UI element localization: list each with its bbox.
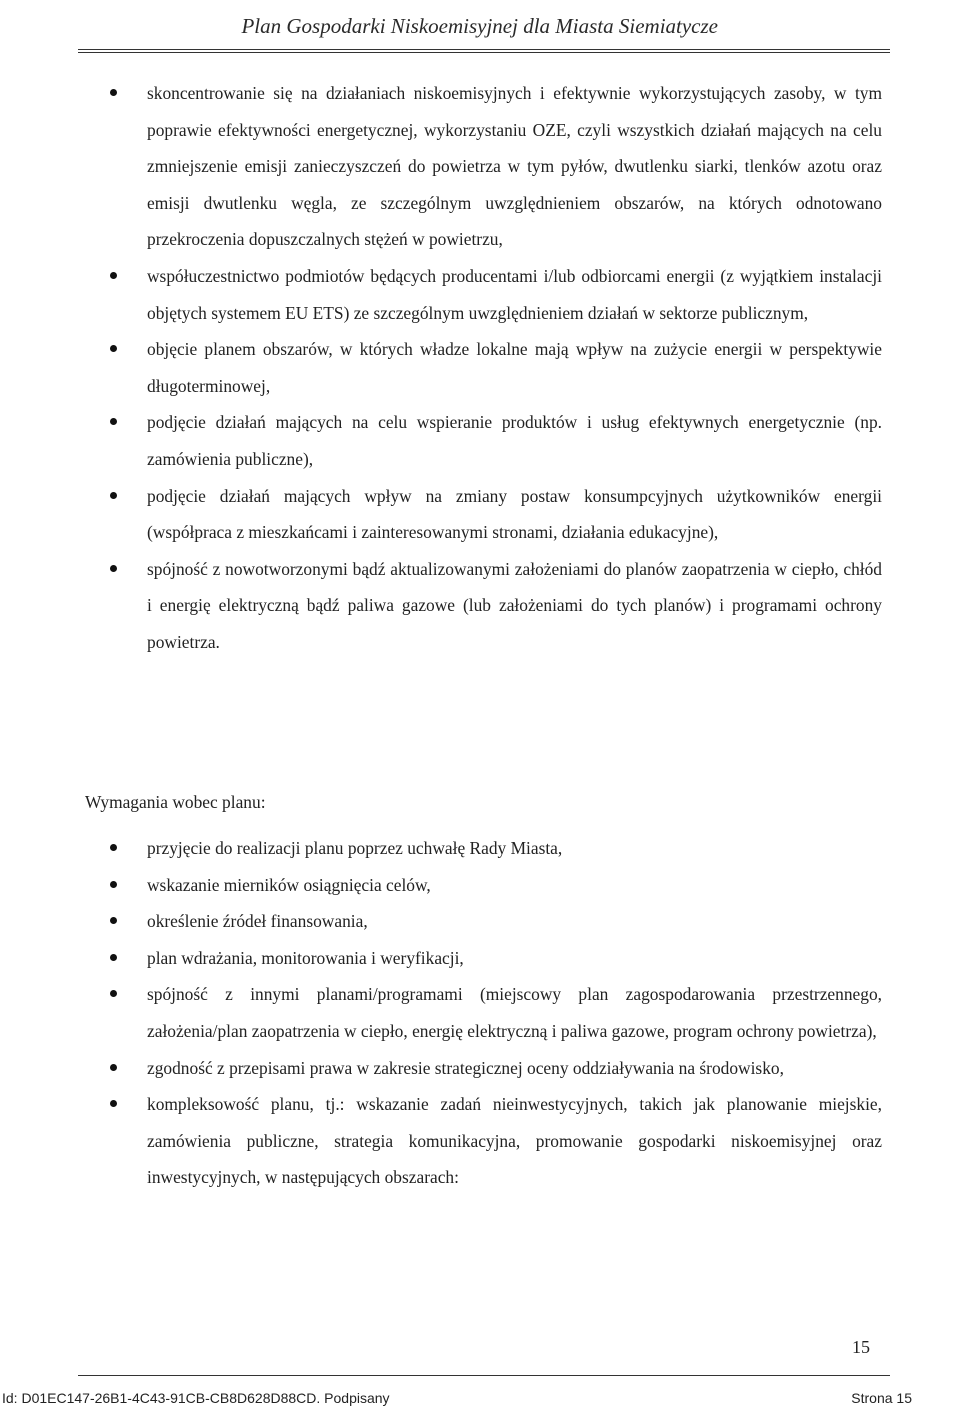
- list-item: [110, 258, 882, 331]
- list-item-text: podjęcie działań mających wpływ na zmiany postaw konsumpcyjnych użytkowników energii (współpraca z mieszkańcami i zainteresowanymi stronami, działania edukacyjne),: [147, 485, 882, 543]
- header-rule-second: [78, 52, 890, 53]
- bullet-icon: [110, 990, 117, 997]
- requirements-list: [110, 830, 882, 1196]
- list-item-text: skoncentrowanie się na działaniach niskoemisyjnych i efektywnie wykorzystujących zasoby, w tym poprawie efektywności energetycznej, wykorzystaniu OZE, czyli wszystkich działań mających na celu zmniejszenie emisji zanieczyszczeń do powietrza w tym pyłów, dwutlenku siarki, tlenków azotu oraz emisji dwutlenku węgla, ze szczególnym uwzględnieniem obszarów, na których odnotowano przekroczenia dopuszczalnych stężeń w powietrzu,: [147, 83, 882, 250]
- list-item: [110, 830, 882, 867]
- bullet-icon: [110, 89, 117, 96]
- list-item: [110, 940, 882, 977]
- list-item-text: przyjęcie do realizacji planu poprzez uchwałę Rady Miasta,: [147, 838, 563, 858]
- list-item: [110, 551, 882, 661]
- bullet-icon: [110, 1100, 117, 1107]
- list-item: [110, 404, 882, 477]
- list-item: [110, 1086, 882, 1196]
- page-number: 15: [852, 1337, 870, 1357]
- list-item-text: spójność z nowotworzonymi bądź aktualizowanymi założeniami do planów zaopatrzenia w ciepło, chłód i energię elektryczną bądź paliwa gazowe (lub założeniami do tych planów) i programami ochrony powietrza.: [147, 558, 882, 652]
- bullet-icon: [110, 881, 117, 888]
- footer-rule: [78, 1375, 890, 1376]
- bullet-icon: [110, 917, 117, 924]
- bullet-icon: [110, 418, 117, 425]
- bullet-icon: [110, 492, 117, 499]
- requirements-heading: Wymagania wobec planu:: [85, 792, 266, 812]
- list-item: [110, 867, 882, 904]
- list-item-text: zgodność z przepisami prawa w zakresie strategicznej oceny oddziaływania na środowisko,: [147, 1057, 784, 1078]
- bullet-icon: [110, 1064, 117, 1071]
- footer-document-id: Id: D01EC147-26B1-4C43-91CB-CB8D628D88CD. Podpisany: [2, 1390, 390, 1406]
- list-item: [110, 75, 882, 258]
- header-rule: [78, 49, 890, 50]
- list-item: [110, 478, 882, 551]
- list-item-text: współuczestnictwo podmiotów będących producentami i/lub odbiorcami energii (z wyjątkiem instalacji objętych systemem EU ETS) ze szczególnym uwzględnieniem działań w sektorze publicznym,: [147, 265, 882, 323]
- bullet-icon: [110, 272, 117, 279]
- bullet-icon: [110, 565, 117, 572]
- list-item: [110, 903, 882, 940]
- list-item-text: wskazanie mierników osiągnięcia celów,: [147, 874, 431, 895]
- list-item-text: plan wdrażania, monitorowania i weryfikacji,: [147, 947, 464, 968]
- list-item-text: określenie źródeł finansowania,: [147, 911, 368, 932]
- list-item: [110, 976, 882, 1049]
- list-item-text: spójność z innymi planami/programami (miejscowy plan zagospodarowania przestrzennego, założenia/plan zaopatrzenia w ciepło, energię elektryczną i paliwa gazowe, program ochrony powietrza),: [147, 984, 882, 1041]
- list-item-text: kompleksowość planu, tj.: wskazanie zadań nieinwestycyjnych, takich jak planowanie miejskie, zamówienia publiczne, strategia komunikacyjna, promowanie gospodarki niskoemisyjnej oraz inwestycyjnych, w następujących obszarach:: [147, 1094, 882, 1188]
- footer-page-label: Strona 15: [851, 1390, 912, 1406]
- header-title: Plan Gospodarki Niskoemisyjnej dla Miasta Siemiatycze: [241, 14, 718, 38]
- list-item-text: objęcie planem obszarów, w których władze lokalne mają wpływ na zużycie energii w perspektywie długoterminowej,: [147, 339, 882, 396]
- objectives-list: [110, 75, 882, 661]
- bullet-icon: [110, 345, 117, 352]
- list-item-text: podjęcie działań mających na celu wspieranie produktów i usług efektywnych energetycznie (np. zamówienia publiczne),: [147, 412, 882, 469]
- list-item: [110, 331, 882, 404]
- bullet-icon: [110, 954, 117, 961]
- page-header: [0, 0, 960, 56]
- bullet-icon: [110, 844, 117, 851]
- list-item: [110, 1050, 882, 1087]
